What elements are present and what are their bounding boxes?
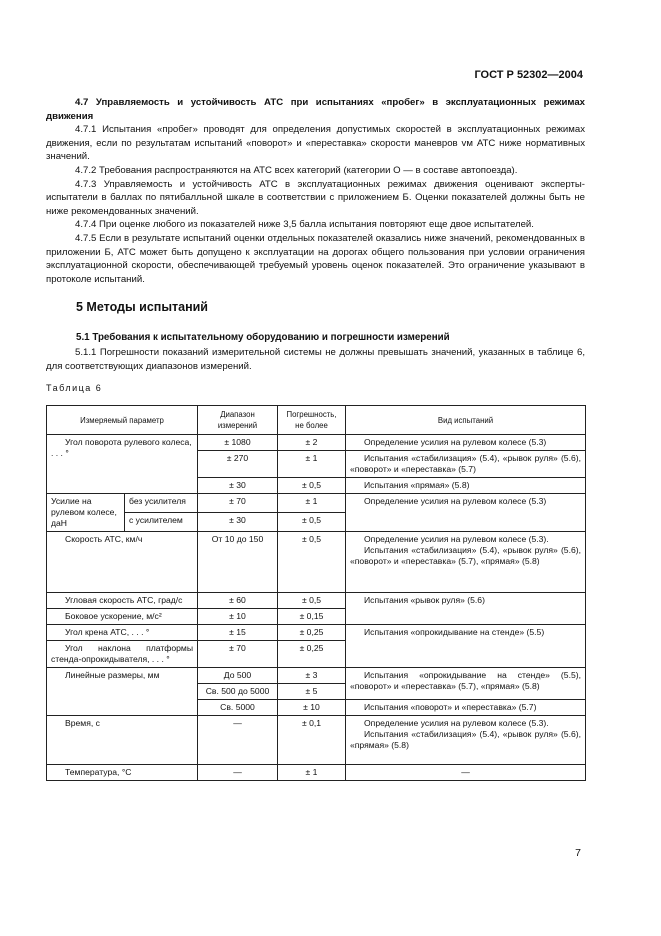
table-row <box>47 494 586 513</box>
cell-range: — <box>198 716 278 765</box>
cell-error: ± 5 <box>278 684 346 700</box>
cell-test-line: Испытания «стабилизация» (5.4), «рывок руля» (5.6), «поворот» и «переставка» (5.7), «прямая» (5.8) <box>350 545 581 566</box>
para-5-1-1: 5.1.1 Погрешности показаний измерительной системы не должны превышать значений, указанных в таблице 6, для соответствующих диапазонов измерений. <box>46 347 585 372</box>
header-error: Погрешность, не более <box>278 406 346 435</box>
para-4-7-5: 4.7.5 Если в результате испытаний оценки отдельных показателей оказались ниже значений, рекомендованных в приложении Б, АТС может быть допущено к эксплуатации на дорогах общего пользования при условии ограничения эксплуатационной скорости, обеспечивающей требуемый уровень оценок показателей. Это ограничение указывают в протоколе испытаний. <box>46 232 585 285</box>
cell-error: ± 3 <box>278 668 346 684</box>
cell-test <box>346 532 586 593</box>
cell-test-line: Определение усилия на рулевом колесе (5.3). <box>364 718 549 728</box>
section-5-title: 5 Методы испытаний <box>76 300 208 314</box>
para-4-7-4: 4.7.4 При оценке любого из показателей ниже 3,5 балла испытания повторяют еще двое испытателей. <box>75 219 534 231</box>
para-4-7-1: 4.7.1 Испытания «пробег» проводят для определения допустимых скоростей в эксплуатационных режимах движения, если по результатам испытаний «поворот» и «переставка» скорости маневров vм АТС ниже нормативных значений. <box>46 124 585 163</box>
cell-test-line: Определение усилия на рулевом колесе (5.3). <box>364 534 549 544</box>
page-number: 7 <box>575 847 581 859</box>
cell-error: ± 0,5 <box>278 593 346 609</box>
cell-steer-angle: Угол поворота рулевого колеса, . . . ° <box>47 435 198 494</box>
cell-error: ± 2 <box>278 435 346 451</box>
cell-force: Усилие на рулевом колесе, даН <box>47 494 125 532</box>
cell-range: ± 30 <box>198 513 278 532</box>
table-row <box>47 625 586 641</box>
para-4-7-3: 4.7.3 Управляемость и устойчивость АТС в эксплуатационных режимах движения оценивают эксперты-испытатели в баллах по пятибалльной шкале в соответствии с приложением Б. Оценки показателей должны быть не ниже рекомендованных значений. <box>46 178 585 217</box>
cell-speed: Скорость АТС, км/ч <box>47 532 198 593</box>
table-header-row <box>47 406 586 435</box>
cell-lat-accel: Боковое ускорение, м/с² <box>47 609 198 625</box>
cell-error: ± 0,15 <box>278 609 346 625</box>
cell-range: Св. 5000 <box>198 700 278 716</box>
cell-test: — <box>346 765 586 781</box>
cell-test: Испытания «опрокидывание на стенде» (5.5), «поворот» и «переставка» (5.7), «прямая» (5.8) <box>346 668 586 700</box>
cell-range: ± 270 <box>198 451 278 478</box>
cell-range: ± 1080 <box>198 435 278 451</box>
cell-range: ± 60 <box>198 593 278 609</box>
cell-error: ± 0,5 <box>278 478 346 494</box>
cell-error: ± 1 <box>278 494 346 513</box>
cell-time: Время, с <box>47 716 198 765</box>
header-test: Вид испытаний <box>346 406 586 435</box>
para-4-7-2: 4.7.2 Требования распространяются на АТС всех категорий (категории О — в составе автопоезда). <box>75 164 518 176</box>
cell-force-with-booster: с усилителем <box>125 513 198 532</box>
cell-test: Испытания «прямая» (5.8) <box>346 478 586 494</box>
cell-range: ± 70 <box>198 641 278 668</box>
cell-yaw: Угловая скорость АТС, град/с <box>47 593 198 609</box>
table-row <box>47 435 586 451</box>
table-caption: Таблица 6 <box>46 383 103 393</box>
cell-range: Св. 500 до 5000 <box>198 684 278 700</box>
cell-error: ± 1 <box>278 451 346 478</box>
cell-error: ± 10 <box>278 700 346 716</box>
header-range: Диапазон измерений <box>198 406 278 435</box>
cell-tilt: Угол наклона платформы стенда-опрокидывателя, . . . ° <box>47 641 198 668</box>
document-header: ГОСТ Р 52302—2004 <box>474 69 583 81</box>
cell-temp: Температура, °С <box>47 765 198 781</box>
table-row <box>47 593 586 609</box>
cell-range: ± 15 <box>198 625 278 641</box>
cell-test: Определение усилия на рулевом колесе (5.3) <box>346 494 586 532</box>
cell-error: ± 0,1 <box>278 716 346 765</box>
header-param: Измеряемый параметр <box>47 406 198 435</box>
cell-range: До 500 <box>198 668 278 684</box>
cell-test: Испытания «опрокидывание на стенде» (5.5) <box>346 625 586 668</box>
cell-test: Испытания «поворот» и «переставка» (5.7) <box>346 700 586 716</box>
cell-error: ± 0,25 <box>278 625 346 641</box>
cell-roll: Угол крена АТС, . . . ° <box>47 625 198 641</box>
cell-error: ± 1 <box>278 765 346 781</box>
cell-range: — <box>198 765 278 781</box>
cell-error: ± 0,5 <box>278 513 346 532</box>
cell-test: Определение усилия на рулевом колесе (5.3) <box>346 435 586 451</box>
table-row <box>47 668 586 684</box>
cell-error: ± 0,5 <box>278 532 346 593</box>
cell-range: От 10 до 150 <box>198 532 278 593</box>
cell-test: Испытания «стабилизация» (5.4), «рывок руля» (5.6), «поворот» и «переставка» (5.7) <box>346 451 586 478</box>
cell-range: ± 10 <box>198 609 278 625</box>
section-5-1-title: 5.1 Требования к испытательному оборудованию и погрешности измерений <box>76 332 450 343</box>
table-row <box>47 765 586 781</box>
cell-test: Испытания «рывок руля» (5.6) <box>346 593 586 625</box>
cell-test <box>346 716 586 765</box>
cell-linear: Линейные размеры, мм <box>47 668 198 716</box>
cell-error: ± 0,25 <box>278 641 346 668</box>
cell-range: ± 30 <box>198 478 278 494</box>
section-4-7 <box>46 96 585 286</box>
table-6 <box>46 405 586 781</box>
cell-range: ± 70 <box>198 494 278 513</box>
table-row <box>47 532 586 593</box>
cell-force-no-booster: без усилителя <box>125 494 198 513</box>
table-row <box>47 716 586 765</box>
section-4-7-title: 4.7 Управляемость и устойчивость АТС при испытаниях «пробег» в эксплуатационных режимах движения <box>46 97 585 122</box>
cell-test-line: Испытания «стабилизация» (5.4), «рывок руля» (5.6), «прямая» (5.8) <box>350 729 581 750</box>
